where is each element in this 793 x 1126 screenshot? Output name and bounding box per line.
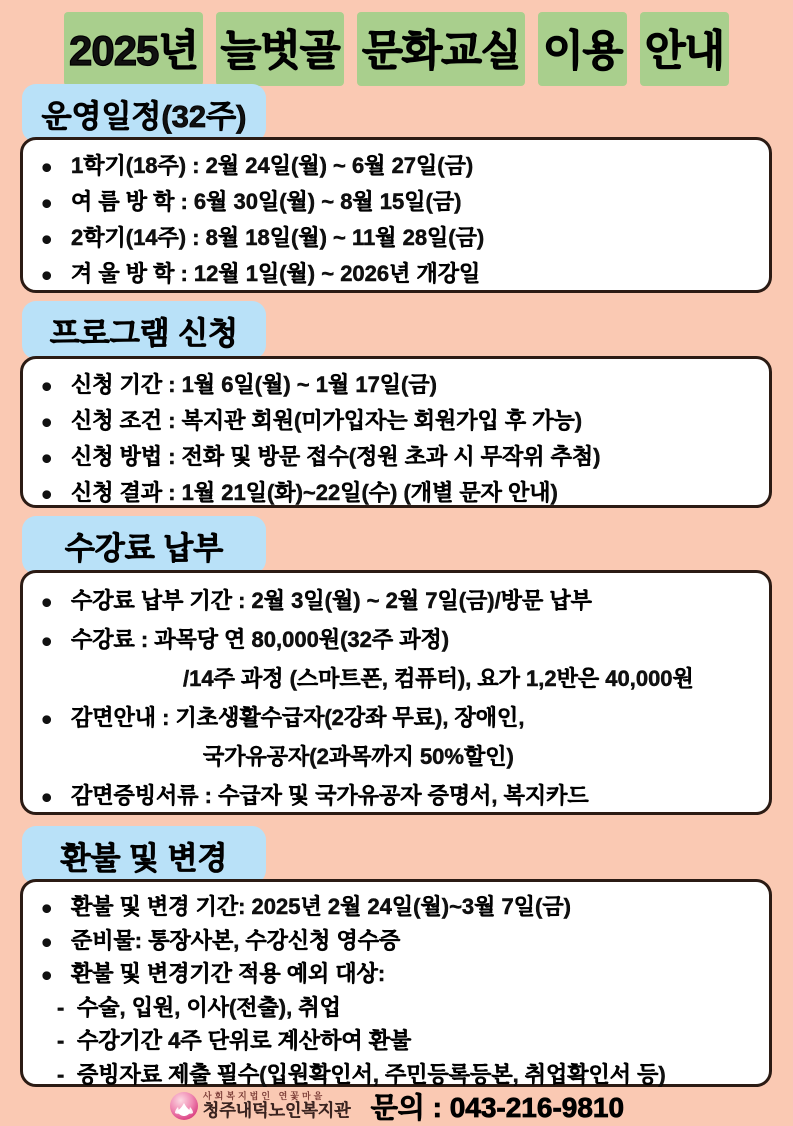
bullet-icon: ●: [41, 229, 53, 250]
bullet-icon: ●: [41, 412, 53, 433]
bullet-icon: ●: [41, 965, 53, 986]
list-item: [35, 367, 755, 403]
bullet-icon: ●: [41, 709, 53, 730]
list-item: [35, 620, 755, 659]
section-box-apply: [20, 356, 772, 508]
list-item-text: 수강료 납부 기간 : 2월 3일(월) ~ 2월 7일(금)/방문 납부: [71, 588, 592, 613]
list-item: [35, 148, 755, 184]
title-word: 2025년: [64, 12, 203, 86]
list-item: [35, 991, 755, 1025]
list-item: [35, 403, 755, 439]
title-word: 문화교실: [357, 12, 525, 86]
title-word: 늘벗골: [216, 12, 345, 86]
page-title: [0, 12, 793, 86]
bullet-icon: ●: [41, 898, 53, 919]
section-header-refund: 환불 및 변경: [22, 826, 266, 884]
list-item: [35, 475, 755, 511]
title-word: 안내: [640, 12, 729, 86]
bullet-icon: ●: [41, 157, 53, 178]
bullet-icon: ●: [41, 931, 53, 953]
org-name: 청주내덕노인복지관: [202, 1100, 351, 1120]
bullet-icon: ●: [41, 193, 53, 214]
section-header-tuition: 수강료 납부: [22, 516, 266, 574]
bullet-icon: ●: [41, 787, 53, 808]
org-parent-name: 사회복지법인 연꽃마을: [202, 1090, 326, 1101]
list-item-text: 수강료 : 과목당 연 80,000원(32주 과정): [71, 627, 450, 652]
list-item-text: 신청 결과 : 1월 21일(화)~22일(수) (개별 문자 안내): [71, 480, 558, 505]
list-item: [35, 1058, 755, 1092]
list-item: [35, 698, 755, 737]
list-item-text: 1학기(18주) : 2월 24일(월) ~ 6월 27일(금): [71, 153, 474, 178]
list-item-text: 수술, 입원, 이사(전출), 취업: [77, 994, 341, 1020]
list-item: [35, 737, 755, 776]
list-item: [35, 890, 755, 924]
list-item: [35, 1024, 755, 1058]
inquiry-phone: 문의 : 043-216-9810: [370, 1092, 625, 1123]
list-item: [35, 220, 755, 256]
dash-icon: -: [57, 1061, 65, 1087]
list-item-text: 감면안내 : 기초생활수급자(2강좌 무료), 장애인,: [71, 705, 525, 730]
section-box-tuition: [20, 570, 772, 815]
section-header-apply: 프로그램 신청: [22, 301, 266, 359]
list-item-text: 2학기(14주) : 8월 18일(월) ~ 11월 28일(금): [71, 225, 485, 250]
list-item: [35, 439, 755, 475]
section-header-schedule: 운영일정(32주): [22, 84, 266, 142]
list-item: [35, 924, 755, 958]
bullet-icon: ●: [41, 592, 53, 613]
lotus-logo-icon: [169, 1091, 199, 1121]
list-item-text: 신청 조건 : 복지관 회원(미가입자는 회원가입 후 가능): [71, 408, 583, 433]
dash-icon: -: [57, 994, 65, 1020]
list-item: [35, 957, 755, 991]
list-item-text: 신청 방법 : 전화 및 방문 접수(정원 초과 시 무작위 추첨): [71, 444, 601, 469]
list-item: [35, 184, 755, 220]
bullet-icon: ●: [41, 631, 53, 652]
list-item: [35, 256, 755, 292]
footer: [0, 1086, 793, 1126]
list-item: [35, 659, 755, 698]
section-box-refund: [20, 879, 772, 1087]
list-item-text: 준비물: 통장사본, 수강신청 영수증: [71, 927, 401, 953]
list-item-text: 증빙자료 제출 필수(입원확인서, 주민등록등본, 취업확인서 등): [77, 1061, 666, 1087]
title-word: 이용: [538, 12, 627, 86]
list-item-text: /14주 과정 (스마트폰, 컴퓨터), 요가 1,2반은 40,000원: [183, 666, 694, 691]
list-item-text: 수강기간 4주 단위로 계산하여 환불: [77, 1028, 412, 1053]
list-item-text: 국가유공자(2과목까지 50%할인): [203, 744, 514, 769]
org-logo: [169, 1091, 351, 1121]
list-item: [35, 776, 755, 815]
list-item-text: 감면증빙서류 : 수급자 및 국가유공자 증명서, 복지카드: [71, 783, 589, 808]
bullet-icon: ●: [41, 376, 53, 397]
list-item: [35, 581, 755, 620]
section-box-schedule: [20, 137, 772, 293]
list-item-text: 환불 및 변경 기간: 2025년 2월 24일(월)~3월 7일(금): [71, 894, 571, 919]
list-item-text: 여 름 방 학 : 6월 30일(월) ~ 8월 15일(금): [71, 189, 462, 214]
bullet-icon: ●: [41, 448, 53, 469]
list-item-text: 환불 및 변경기간 적용 예외 대상:: [71, 961, 386, 986]
bullet-icon: ●: [41, 484, 53, 505]
bullet-icon: ●: [41, 265, 53, 286]
list-item-text: 신청 기간 : 1월 6일(월) ~ 1월 17일(금): [71, 372, 437, 397]
dash-icon: -: [57, 1028, 65, 1053]
list-item-text: 겨 울 방 학 : 12월 1일(월) ~ 2026년 개강일: [71, 261, 481, 286]
